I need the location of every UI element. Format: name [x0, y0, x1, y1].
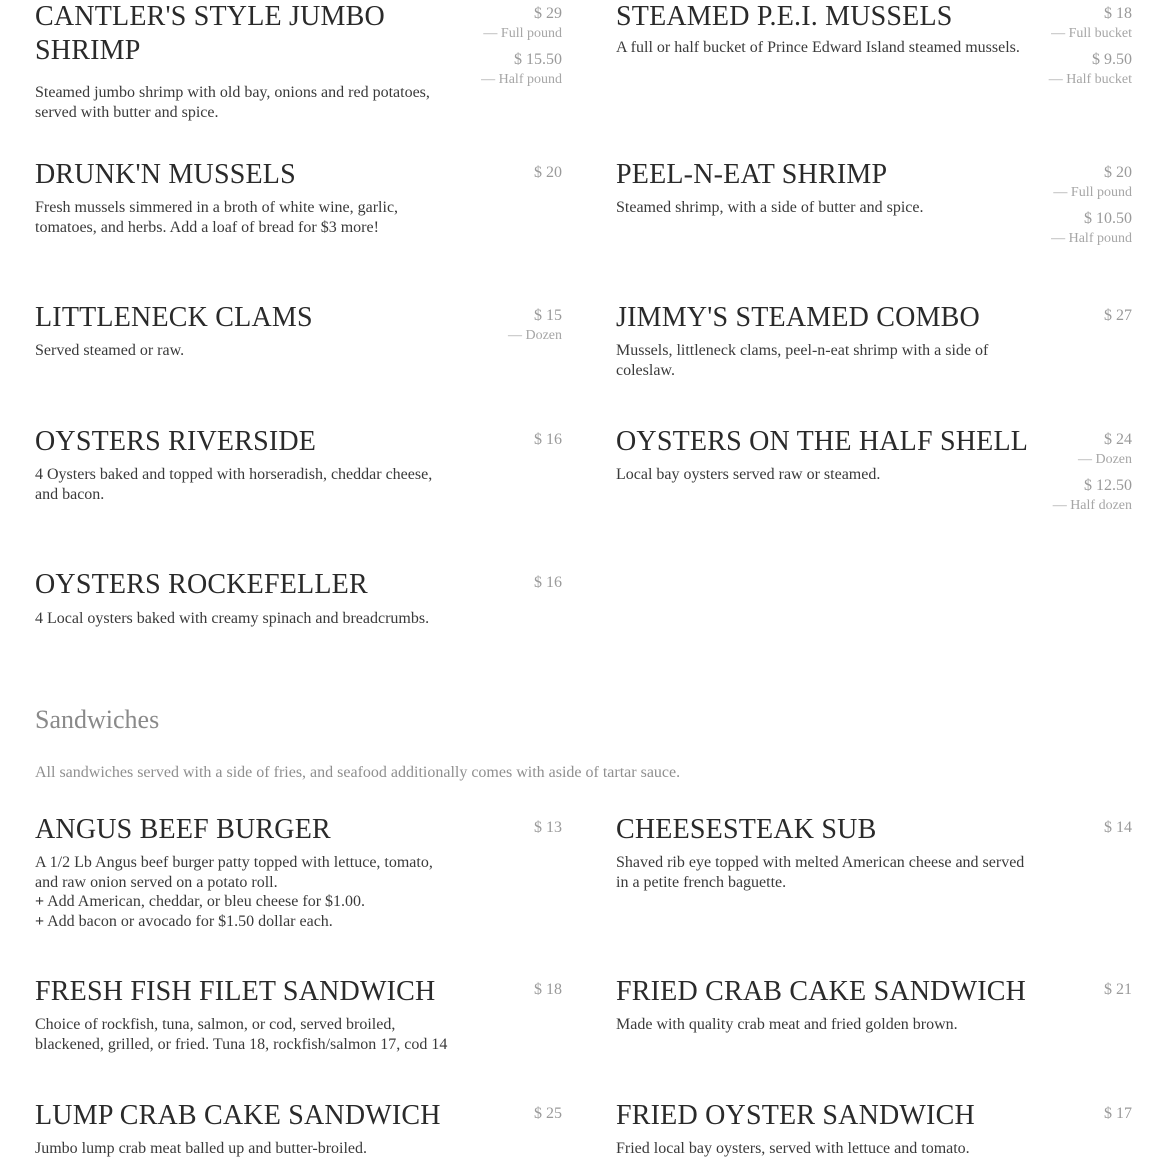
menu-item-fresh-fish-filet: [35, 975, 562, 1054]
item-price-note: — Full pound: [483, 26, 562, 41]
menu-item-oysters-rockefeller: [35, 568, 562, 629]
item-price: $ 12.50: [1084, 477, 1132, 494]
item-description: Steamed shrimp, with a side of butter and spice.: [616, 199, 924, 216]
menu-item-oysters-half-shell: [616, 425, 1132, 513]
item-name: OYSTERS ON THE HALF SHELL: [616, 426, 1029, 457]
item-price-note: — Full pound: [1053, 185, 1132, 200]
menu-item-fried-crab-cake: [616, 975, 1132, 1035]
item-price: $ 20: [534, 164, 562, 181]
item-description: Fried local bay oysters, served with lettuce and tomato.: [616, 1140, 970, 1157]
item-name: FRIED CRAB CAKE SANDWICH: [616, 976, 1027, 1007]
item-prices: [534, 818, 562, 837]
item-price: $ 14: [1104, 819, 1132, 836]
item-price: $ 27: [1104, 307, 1132, 324]
item-prices: [534, 163, 562, 182]
item-price: $ 16: [534, 431, 562, 448]
item-price-note: — Full bucket: [1051, 26, 1132, 41]
menu-item-littleneck-clams: [35, 301, 562, 361]
item-prices: [1053, 430, 1132, 515]
item-description: Shaved rib eye topped with melted American cheese and served in a petite french baguette.: [616, 854, 1025, 891]
section-title-sandwiches: Sandwiches: [35, 705, 160, 734]
item-price: $ 18: [534, 981, 562, 998]
item-price: $ 29: [534, 5, 562, 22]
item-prices: [1051, 163, 1132, 248]
item-price: $ 18: [1104, 5, 1132, 22]
item-description: Local bay oysters served raw or steamed.: [616, 466, 881, 483]
item-description-text: A 1/2 Lb Angus beef burger patty topped with lettuce, tomato, and raw onion served on a potato roll.: [35, 854, 433, 891]
item-price: $ 21: [1104, 981, 1132, 998]
menu-item-jimmys-steamed-combo: [616, 301, 1132, 380]
item-price: $ 10.50: [1084, 210, 1132, 227]
item-prices: [534, 1104, 562, 1123]
item-price: $ 9.50: [1092, 51, 1132, 68]
item-name: FRIED OYSTER SANDWICH: [616, 1100, 975, 1131]
item-price: $ 17: [1104, 1105, 1132, 1122]
item-description: 4 Oysters baked and topped with horseradish, cheddar cheese, and bacon.: [35, 466, 433, 503]
item-price-note: — Dozen: [1077, 452, 1132, 467]
item-price: $ 13: [534, 819, 562, 836]
item-price: $ 25: [534, 1105, 562, 1122]
item-name: OYSTERS ROCKEFELLER: [35, 569, 368, 600]
item-name: OYSTERS RIVERSIDE: [35, 426, 317, 457]
item-prices: [1104, 1104, 1132, 1123]
item-price-note: — Half pound: [1051, 231, 1132, 246]
item-prices: [534, 980, 562, 999]
item-name: JIMMY'S STEAMED COMBO: [616, 302, 980, 333]
item-description: Mussels, littleneck clams, peel-n-eat shrimp with a side of coleslaw.: [616, 342, 989, 379]
menu-item-fried-oyster: [616, 1099, 1132, 1159]
item-price-note: — Half bucket: [1048, 72, 1132, 87]
item-prices: [1049, 4, 1132, 89]
menu-item-pei-mussels: [616, 0, 1132, 87]
item-prices: [481, 4, 562, 89]
item-extra: + Add American, cheddar, or bleu cheese for $1.00.: [35, 892, 455, 912]
menu-item-oysters-riverside: [35, 425, 562, 504]
item-description: Served steamed or raw.: [35, 342, 185, 359]
item-name: STEAMED P.E.I. MUSSELS: [616, 1, 953, 32]
item-name: LUMP CRAB CAKE SANDWICH: [35, 1100, 441, 1131]
item-price-note: — Half dozen: [1052, 498, 1132, 513]
item-price: $ 20: [1104, 164, 1132, 181]
item-price: $ 16: [534, 574, 562, 591]
menu-item-angus-beef-burger: [35, 813, 562, 931]
item-prices: [534, 430, 562, 449]
item-description: Choice of rockfish, tuna, salmon, or cod, served broiled, blackened, grilled, or fried. Tuna 18, rockfish/salmon 17, cod 14: [35, 1016, 448, 1053]
item-description: Fresh mussels simmered in a broth of white wine, garlic, tomatoes, and herbs. Add a loaf of bread for $3 more!: [35, 199, 399, 236]
item-name: DRUNK'N MUSSELS: [35, 159, 296, 190]
item-prices: [508, 306, 562, 345]
menu-item-peel-n-eat-shrimp: [616, 158, 1132, 246]
item-name: PEEL-N-EAT SHRIMP: [616, 159, 888, 190]
menu-item-cheesesteak-sub: [616, 813, 1132, 892]
item-price-note: — Half pound: [481, 72, 562, 87]
menu-item-cantlers-shrimp: [35, 0, 562, 122]
item-description: 4 Local oysters baked with creamy spinach and breadcrumbs.: [35, 610, 430, 627]
item-price: $ 24: [1104, 431, 1132, 448]
item-name: FRESH FISH FILET SANDWICH: [35, 976, 436, 1007]
item-description: Made with quality crab meat and fried golden brown.: [616, 1016, 958, 1033]
menu-item-drunkn-mussels: [35, 158, 562, 237]
section-note: All sandwiches served with a side of fries, and seafood additionally comes with aside of tartar sauce.: [35, 764, 681, 781]
item-price: $ 15: [534, 307, 562, 324]
item-extra: + Add bacon or avocado for $1.50 dollar each.: [35, 912, 455, 932]
item-prices: [1104, 980, 1132, 999]
item-price: $ 15.50: [514, 51, 562, 68]
item-description: [35, 853, 455, 931]
item-name: ANGUS BEEF BURGER: [35, 814, 331, 845]
item-name: CHEESESTEAK SUB: [616, 814, 877, 845]
item-description: A full or half bucket of Prince Edward Island steamed mussels.: [616, 39, 1020, 56]
item-prices: [534, 573, 562, 592]
item-price-note: — Dozen: [507, 328, 562, 343]
item-description: Steamed jumbo shrimp with old bay, onions and red potatoes, served with butter and spice.: [35, 84, 430, 121]
item-description: Jumbo lump crab meat balled up and butter-broiled.: [35, 1140, 368, 1157]
item-prices: [1104, 818, 1132, 837]
item-name: LITTLENECK CLAMS: [35, 302, 313, 333]
item-name: CANTLER'S STYLE JUMBO SHRIMP: [35, 1, 385, 66]
item-prices: [1104, 306, 1132, 325]
menu-item-lump-crab-cake: [35, 1099, 562, 1159]
